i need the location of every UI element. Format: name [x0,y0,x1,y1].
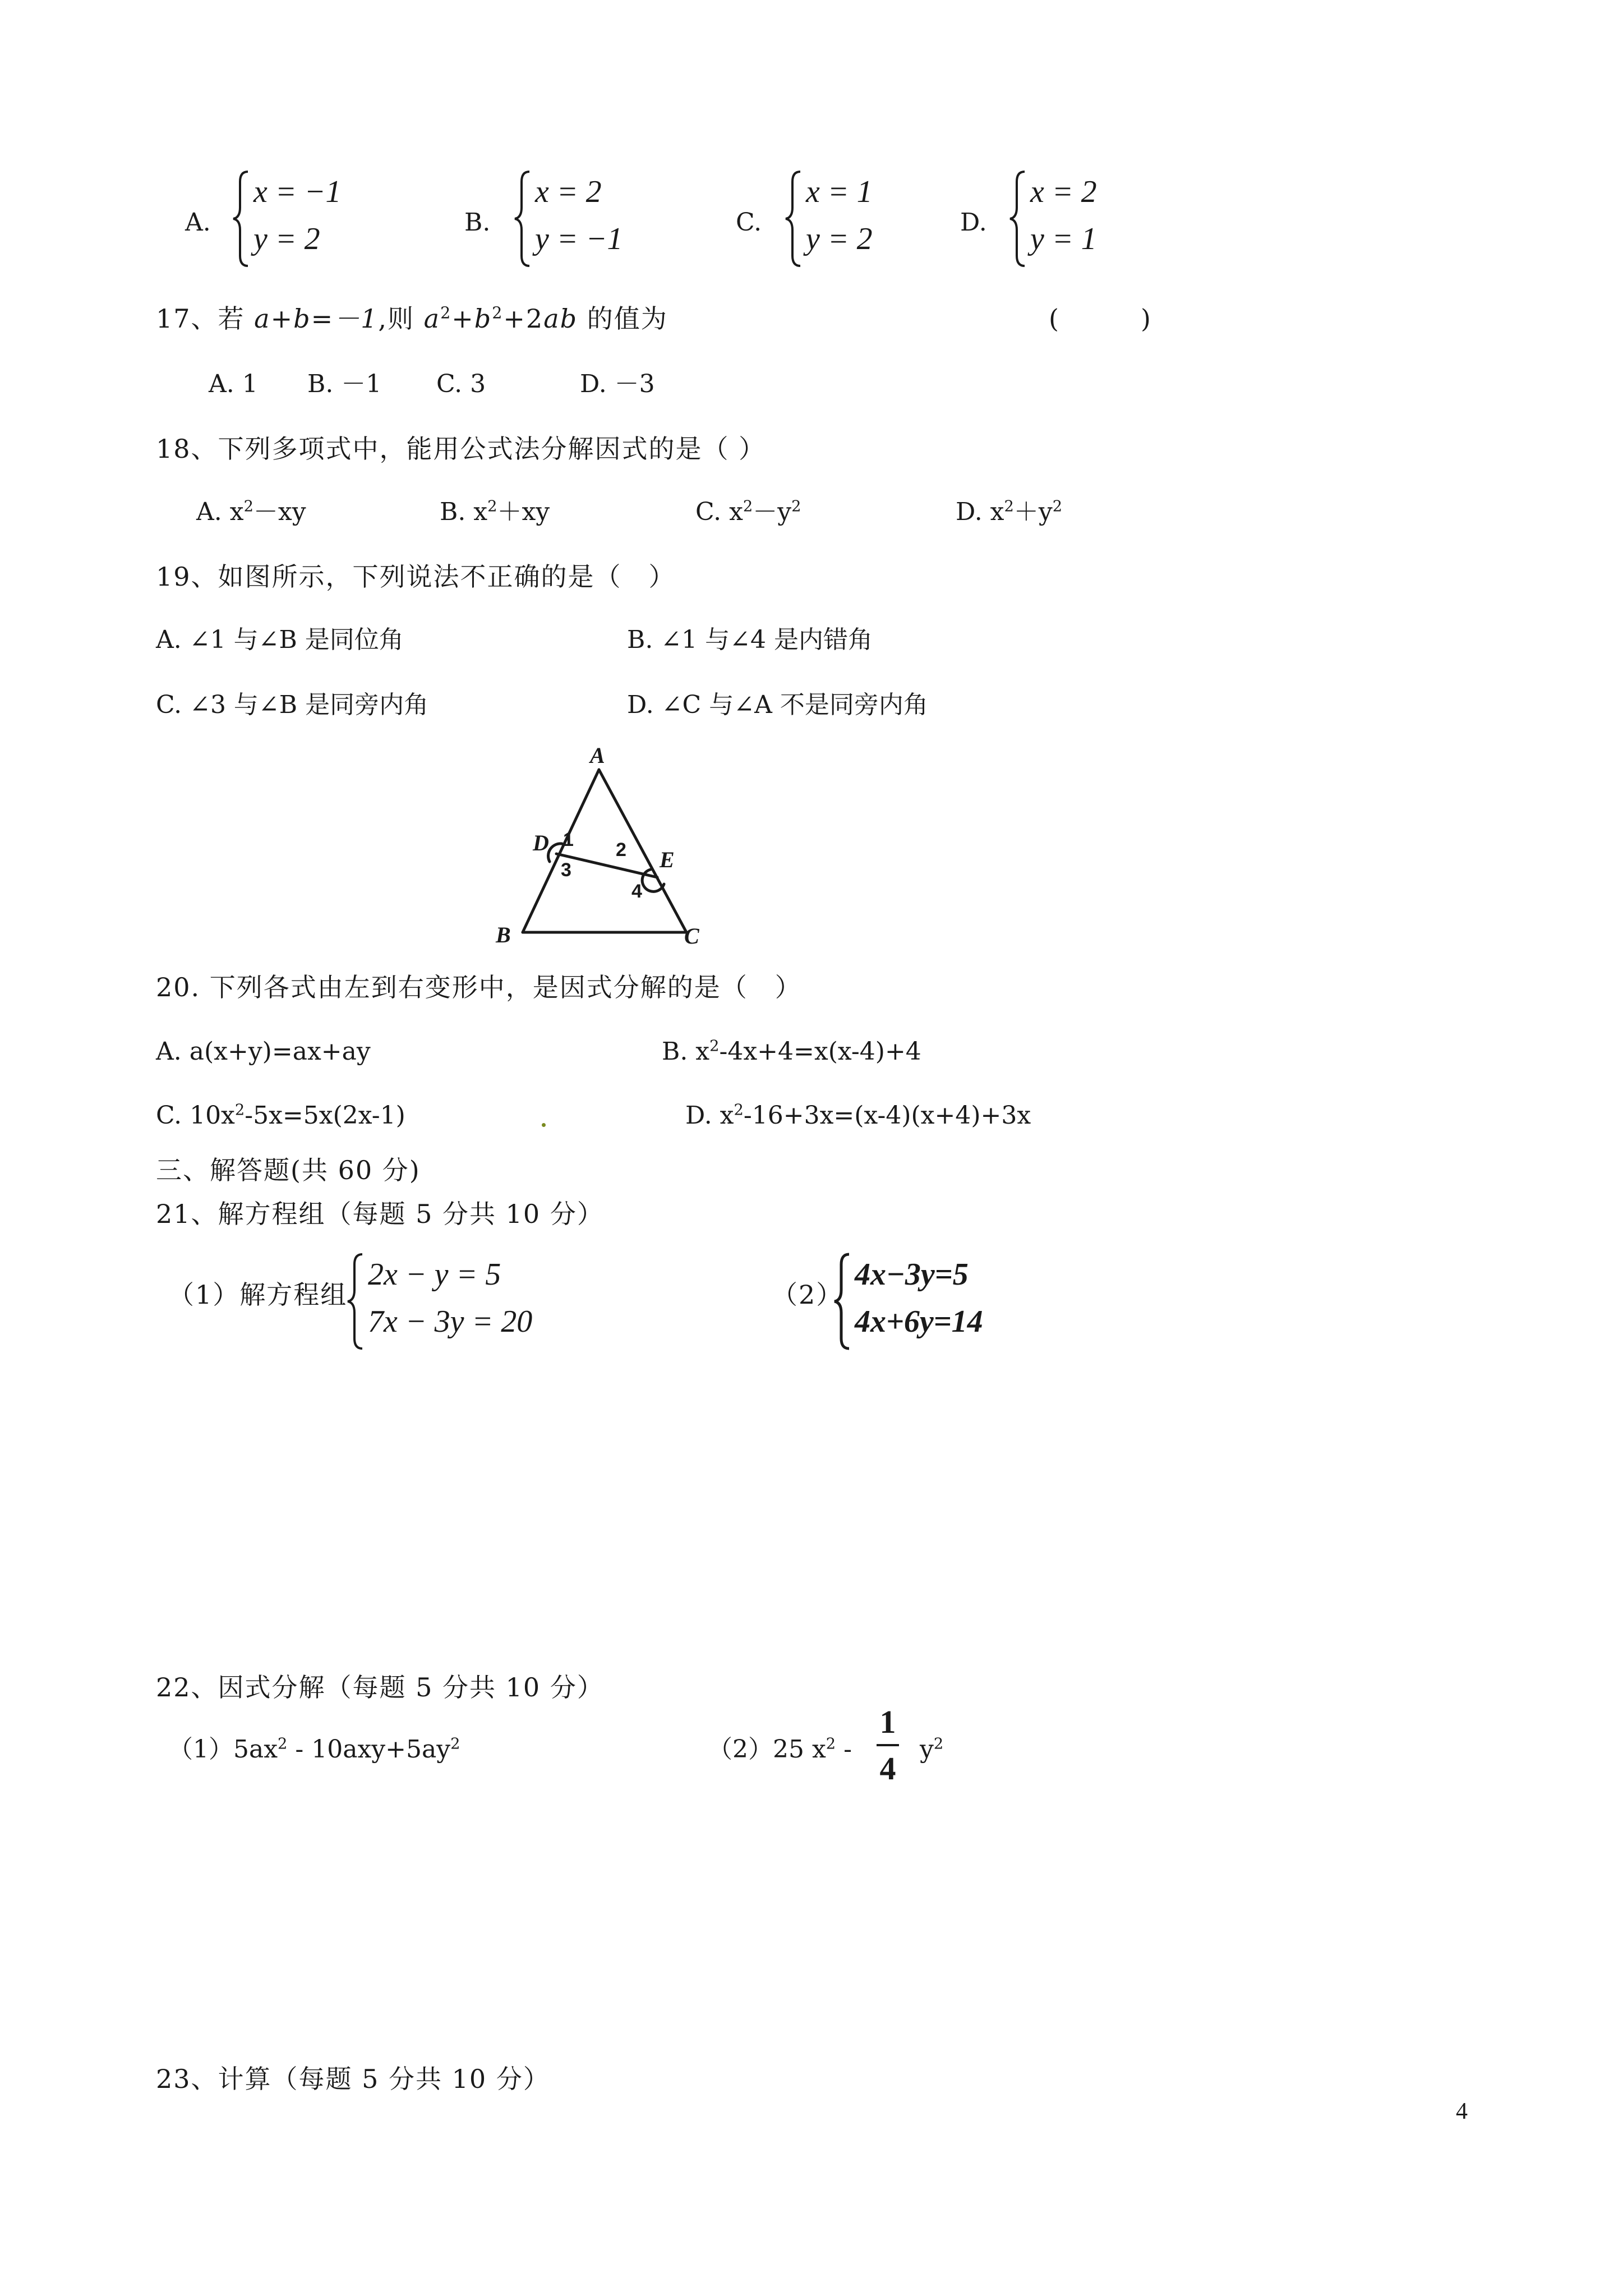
q19-option-c: C. ∠3 与∠B 是同旁内角 [156,691,429,719]
q22-part2-tail: $y^2$ [920,1735,944,1764]
q18-option-c: C. $x^2-y^2$ [695,498,801,526]
q17-sq-a: 2 [440,303,452,323]
q16-option-b-label: B. [464,208,491,237]
q19-option-b: B. ∠1 与∠4 是内错角 [627,625,873,654]
q17-option-b: B. －1 [307,370,382,398]
q21-p2-eq1: 4x−3y=5 [855,1257,969,1292]
q16-option-c-label: C. [736,208,762,237]
q16-b-eq2: y = −1 [535,222,623,256]
q18-option-d: D. $x^2+y^2$ [956,498,1063,526]
q17-option-a: A. 1 [209,370,258,398]
q19-stem: 19、如图所示，下列说法不正确的是（ ） [156,562,676,592]
point-d-label: D [533,830,549,855]
fraction-bar [877,1744,899,1746]
q16-d-eq1: x = 2 [1030,174,1097,209]
angle-1-label: 1 [563,829,574,850]
angle-3-label: 3 [561,859,571,881]
brace-icon [230,168,252,269]
q16-d-eq2: y = 1 [1030,222,1097,256]
q16-a-eq2: y = 2 [253,222,320,256]
q16-option-a-system [230,168,376,269]
point-e-label: E [660,847,675,872]
q17-option-d: D. －3 [580,370,655,398]
fraction-numerator: 1 [879,1704,896,1740]
q22-part1: $(1)5ax^2 - 10axy+5ay^2$ [168,1735,460,1764]
q16-c-eq1: x = 1 [806,174,873,209]
brace-icon [511,168,534,269]
stray-dot [542,1123,546,1127]
brace-icon [344,1251,367,1352]
q18-option-b: B. $x^2+xy$ [440,498,550,526]
q16-b-eq1: x = 2 [535,174,602,209]
q22-stem: 22、因式分解（每题 5 分共 10 分） [156,1672,604,1703]
q18-option-a: A. $x^2-xy$ [196,498,306,526]
q20-option-a: A. a(x+y)=ax+ay [156,1037,371,1066]
q16-option-c-system [782,168,928,269]
vertex-b-label: B [496,922,511,947]
q22-part2: （2）25 $x^2$ - [708,1735,852,1764]
q17-expr-ab: ab [543,303,578,334]
q16-c-eq2: y = 2 [806,222,873,256]
q17-expr-b: +b [451,303,492,334]
q21-p1-eq1: 2x − y = 5 [368,1257,501,1292]
brace-icon [831,1251,854,1352]
angle-4-label: 4 [631,881,642,902]
q23-stem: 23、计算（每题 5 分共 10 分） [156,2064,550,2094]
q18-stem: 18、下列多项式中，能用公式法分解因式的是（ ） [156,434,766,464]
q17-prefix: 17、若 [156,303,255,334]
q16-option-d-system [1007,168,1152,269]
q19-option-a: A. ∠1 与∠B 是同位角 [156,625,404,654]
q21-part1-system [344,1251,546,1352]
q17-expr-c: +2 [503,303,544,334]
q17-condition: a+b=－1 [254,303,379,334]
q17-option-c: C. 3 [436,370,486,398]
q20-stem: 20. 下列各式由左到右变形中，是因式分解的是（ ） [156,972,802,1002]
q16-option-a-label: A. [185,208,211,237]
q21-part2-label: （2） [772,1280,843,1310]
q17-expr-a: a [423,303,441,334]
q20-option-d: D. $x^2-16+3x=(x-4)(x+4)+3x$ [685,1101,1031,1130]
q21-part1-label: （1）解方程组 [168,1280,348,1310]
triangle-figure [488,746,723,954]
fraction-denominator: 4 [879,1750,896,1787]
vertex-c-label: C [684,923,699,949]
q21-part2-system [831,1251,1033,1352]
q21-p1-eq2: 7x − 3y = 20 [368,1304,533,1339]
q21-p2-eq2: 4x+6y=14 [855,1304,983,1339]
page-number: 4 [1456,2099,1468,2124]
vertex-a-label: A [590,746,605,768]
q21-stem: 21、解方程组（每题 5 分共 10 分） [156,1199,604,1229]
brace-icon [782,168,805,269]
q20-option-b: B. $x^2-4x+4=x(x-4)+4$ [662,1037,921,1066]
q17-suffix: 的值为 [578,303,668,334]
q19-option-d: D. ∠C 与∠A 不是同旁内角 [627,691,928,719]
segment-de [556,854,657,877]
q17-sq-b: 2 [492,303,504,323]
section-3-title: 三、解答题(共 60 分) [156,1155,421,1185]
angle-2-label: 2 [616,839,626,861]
q17-answer-blank: ( ) [1049,303,1152,334]
q16-option-b-system [511,168,657,269]
q16-a-eq1: x = −1 [253,174,342,209]
q22-fraction [874,1703,902,1787]
brace-icon [1007,168,1029,269]
q17-stem [156,302,668,335]
q20-option-c: C. $10x^2-5x=5x(2x-1)$ [156,1101,405,1130]
q17-mid: ,则 [378,303,424,334]
q16-option-d-label: D. [960,208,987,237]
